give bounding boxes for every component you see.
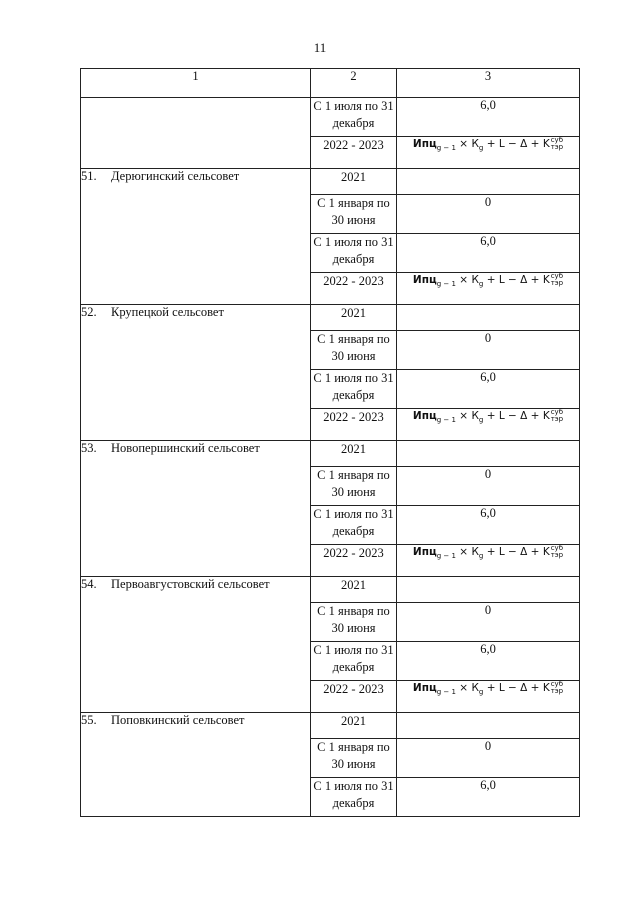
table-row — [81, 577, 580, 603]
formula-cell — [397, 681, 580, 713]
formula-kt-supsub — [551, 409, 563, 423]
header-cell-3: 3 — [397, 69, 580, 98]
formula-kt-sub: тэр — [550, 279, 564, 287]
settlement-name-cell — [81, 577, 311, 713]
settlement-name: Дерюгинский сельсовет — [111, 169, 240, 183]
settlement-name-cell — [81, 305, 311, 441]
settlement-name-cell — [81, 713, 311, 817]
formula-ipc: Ипц — [412, 138, 437, 150]
value-cell: 6,0 — [397, 234, 580, 273]
formula-rest: + L − Δ + — [483, 410, 543, 422]
empty-value-cell — [397, 441, 580, 467]
formula-k-sub: g — [478, 416, 484, 425]
formula-ipc: Ипц — [412, 274, 437, 286]
period-cell: С 1 января по 30 июня — [311, 603, 397, 642]
year-cell: 2021 — [311, 713, 397, 739]
formula-kt-sup: суб — [550, 544, 564, 552]
formula-rest: + L − Δ + — [483, 546, 543, 558]
formula-times: × — [455, 274, 472, 286]
period-cell: С 1 июля по 31 декабря — [311, 234, 397, 273]
empty-value-cell — [397, 713, 580, 739]
formula-kt: K — [542, 410, 550, 422]
formula-kt-sub: тэр — [550, 551, 564, 559]
settlement-name-cell — [81, 441, 311, 577]
formula-kt-sub: тэр — [550, 687, 564, 695]
formula-kt-sub: тэр — [550, 415, 564, 423]
period-cell: 2022 - 2023 — [311, 137, 397, 169]
formula-times: × — [455, 546, 472, 558]
formula-ipc: Ипц — [412, 410, 437, 422]
value-cell: 6,0 — [397, 778, 580, 817]
formula-ipc-sub: g − 1 — [436, 552, 456, 561]
formula-cell — [397, 409, 580, 441]
period-cell: С 1 июля по 31 декабря — [311, 642, 397, 681]
period-cell: С 1 июля по 31 декабря — [311, 506, 397, 545]
formula-times: × — [455, 138, 472, 150]
table-row — [81, 305, 580, 331]
formula-k: К — [471, 138, 479, 150]
value-cell: 0 — [397, 467, 580, 506]
formula-ipc-sub: g − 1 — [436, 688, 456, 697]
period-cell: С 1 января по 30 июня — [311, 331, 397, 370]
settlement-number: 51. — [81, 169, 97, 183]
formula-kt-sup: суб — [550, 408, 564, 416]
formula-rest: + L − Δ + — [483, 138, 543, 150]
formula-kt-supsub — [551, 545, 563, 559]
settlement-name: Поповкинский сельсовет — [111, 713, 245, 727]
formula-k-sub: g — [478, 552, 484, 561]
formula-kt-sup: суб — [550, 272, 564, 280]
header-cell-2: 2 — [311, 69, 397, 98]
formula-cell — [397, 273, 580, 305]
year-cell: 2021 — [311, 169, 397, 195]
empty-value-cell — [397, 169, 580, 195]
settlement-name: Первоавгустовский сельсовет — [111, 577, 270, 591]
formula-k-sub: g — [478, 144, 484, 153]
formula-ipc-sub: g − 1 — [436, 416, 456, 425]
table-row — [81, 713, 580, 739]
formula-k: К — [471, 274, 479, 286]
period-cell: С 1 января по 30 июня — [311, 195, 397, 234]
table-row — [81, 169, 580, 195]
settlement-name: Крупецкой сельсовет — [111, 305, 224, 319]
empty-value-cell — [397, 305, 580, 331]
period-cell: 2022 - 2023 — [311, 681, 397, 713]
formula-kt: K — [542, 682, 550, 694]
formula-kt-sup: суб — [550, 136, 564, 144]
settlement-number: 54. — [81, 577, 97, 591]
formula-kt-sup: суб — [550, 680, 564, 688]
period-cell: С 1 января по 30 июня — [311, 739, 397, 778]
tariff-table — [80, 68, 580, 817]
period-cell: С 1 июля по 31 декабря — [311, 778, 397, 817]
value-cell: 6,0 — [397, 642, 580, 681]
formula-kt-supsub — [551, 137, 563, 151]
formula-ipc-sub: g − 1 — [436, 280, 456, 289]
header-row — [81, 69, 580, 98]
header-cell-1: 1 — [81, 69, 311, 98]
formula-kt: K — [542, 274, 550, 286]
formula-k-sub: g — [478, 280, 484, 289]
formula-kt: K — [542, 138, 550, 150]
period-cell: 2022 - 2023 — [311, 545, 397, 577]
settlement-number: 53. — [81, 441, 97, 455]
settlement-number: 55. — [81, 713, 97, 727]
value-cell: 6,0 — [397, 98, 580, 137]
table-row — [81, 441, 580, 467]
value-cell: 6,0 — [397, 506, 580, 545]
formula-k: К — [471, 410, 479, 422]
formula-rest: + L − Δ + — [483, 274, 543, 286]
formula-times: × — [455, 410, 472, 422]
period-cell: С 1 июля по 31 декабря — [311, 98, 397, 137]
period-cell: С 1 июля по 31 декабря — [311, 370, 397, 409]
formula-k-sub: g — [478, 688, 484, 697]
value-cell: 0 — [397, 603, 580, 642]
settlement-name: Новопершинский сельсовет — [111, 441, 260, 455]
period-cell: 2022 - 2023 — [311, 409, 397, 441]
empty-value-cell — [397, 577, 580, 603]
year-cell: 2021 — [311, 305, 397, 331]
formula-ipc: Ипц — [412, 682, 437, 694]
year-cell: 2021 — [311, 577, 397, 603]
settlement-name-cell — [81, 169, 311, 305]
formula-cell — [397, 137, 580, 169]
value-cell: 6,0 — [397, 370, 580, 409]
formula-kt-sub: тэр — [550, 143, 564, 151]
period-cell: С 1 января по 30 июня — [311, 467, 397, 506]
formula-kt: K — [542, 546, 550, 558]
value-cell: 0 — [397, 331, 580, 370]
formula-rest: + L − Δ + — [483, 682, 543, 694]
formula-k: К — [471, 546, 479, 558]
year-cell: 2021 — [311, 441, 397, 467]
formula-kt-supsub — [551, 273, 563, 287]
empty-name-cell — [81, 98, 311, 169]
period-cell: 2022 - 2023 — [311, 273, 397, 305]
formula-ipc-sub: g − 1 — [436, 144, 456, 153]
table-row — [81, 98, 580, 137]
formula-ipc: Ипц — [412, 546, 437, 558]
value-cell: 0 — [397, 739, 580, 778]
formula-times: × — [455, 682, 472, 694]
value-cell: 0 — [397, 195, 580, 234]
page-number: 11 — [313, 40, 327, 55]
settlement-number: 52. — [81, 305, 97, 319]
formula-k: К — [471, 682, 479, 694]
formula-cell — [397, 545, 580, 577]
formula-kt-supsub — [551, 681, 563, 695]
